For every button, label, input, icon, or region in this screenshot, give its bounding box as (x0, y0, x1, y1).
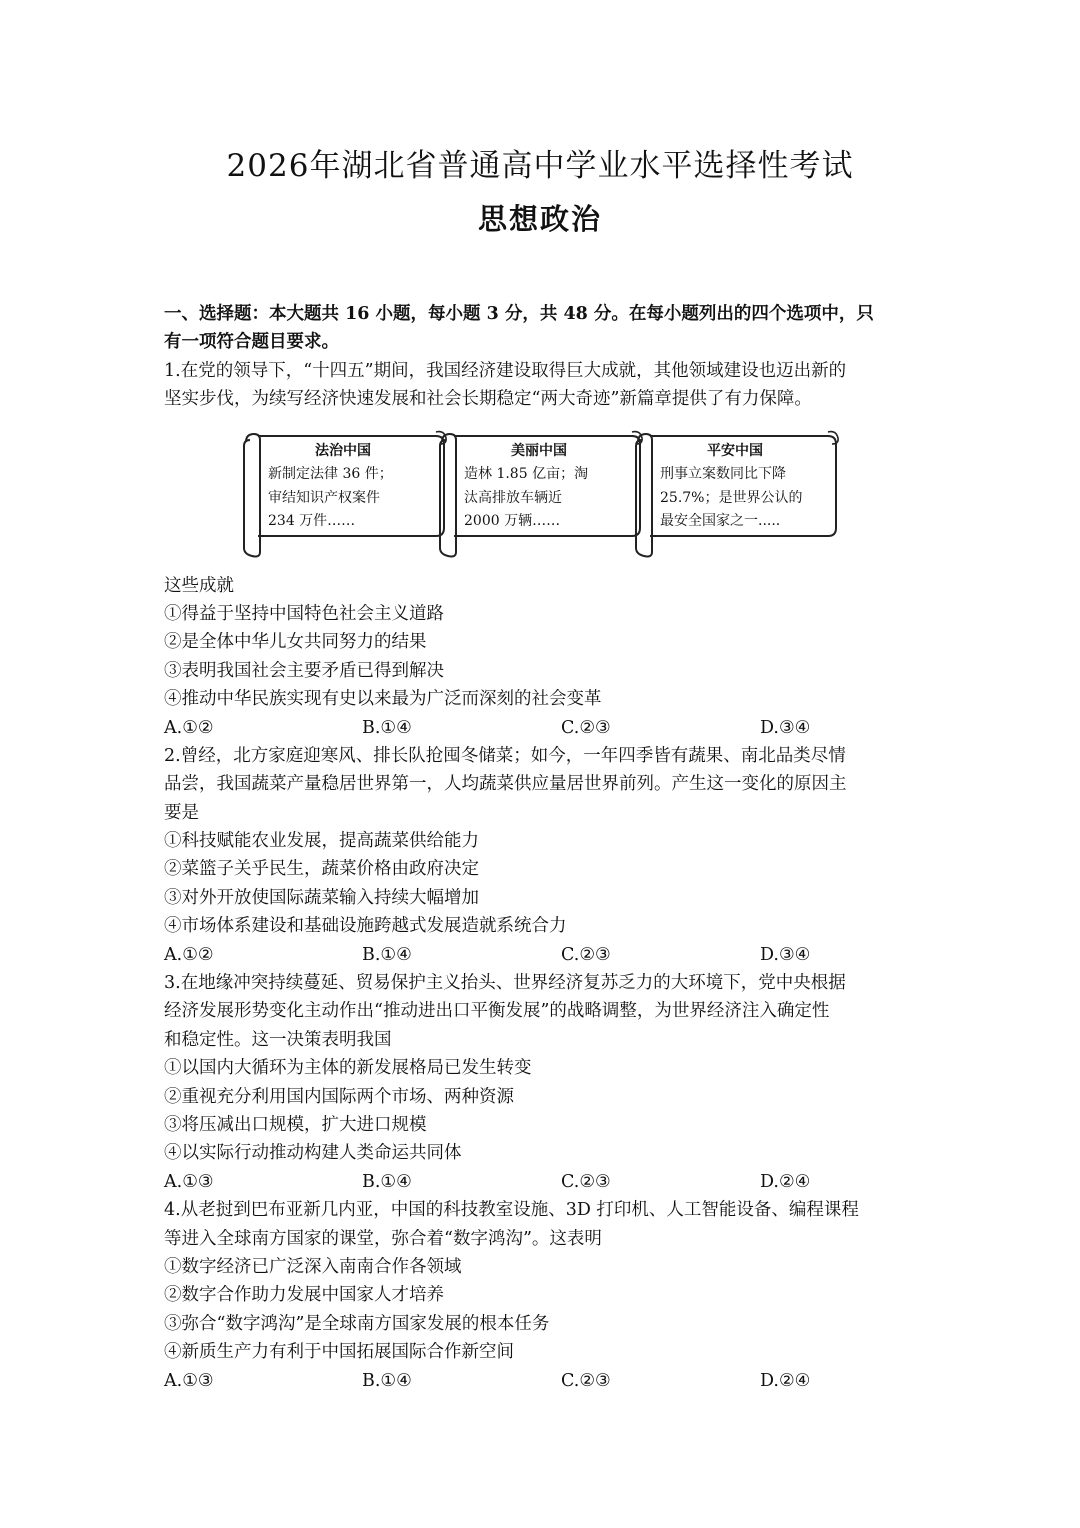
section-heading-line1: 一、选择题：本大题共 16 小题，每小题 3 分，共 48 分。在每小题列出的四个选项中，只 (164, 304, 874, 324)
q2-options (164, 941, 920, 969)
q3-item: ③将压减出口规模，扩大进口规模 (164, 1114, 427, 1135)
q3-item: ①以国内大循环为主体的新发展格局已发生转变 (164, 1058, 532, 1079)
scroll-text (660, 440, 810, 534)
scroll-line: 234 万件…… (268, 513, 356, 530)
exam-title: 2026年湖北省普通高中学业水平选择性考试 (226, 148, 854, 184)
scroll-title: 平安中国 (707, 442, 763, 459)
q1-item: ①得益于坚持中国特色社会主义道路 (164, 603, 444, 624)
scroll-line: 新制定法律 36 件； (268, 466, 393, 483)
scroll-line: 刑事立案数同比下降 (660, 466, 786, 483)
q2-item: ①科技赋能农业发展，提高蔬菜供给能力 (164, 831, 479, 852)
scroll-text (464, 440, 614, 534)
question-2 (164, 742, 920, 969)
q1-item: ③表明我国社会主要矛盾已得到解决 (164, 660, 444, 681)
q4-stem-line1: 4.从老挝到巴布亚新几内亚，中国的科技教室设施、3D 打印机、人工智能设备、编程课程 (164, 1200, 859, 1221)
q3-stem-line2: 经济发展形势变化主动作出“推动进出口平衡发展”的战略调整，为世界经济注入确定性 (164, 1001, 830, 1022)
question-4 (164, 1196, 920, 1395)
option-d[interactable]: D.③④ (760, 717, 811, 738)
q4-item: ①数字经济已广泛深入南南合作各领域 (164, 1256, 462, 1277)
scroll-safe-china (632, 428, 840, 554)
scroll-line: 最安全国家之一..... (660, 513, 781, 530)
q4-item: ②数字合作助力发展中国家人才培养 (164, 1285, 444, 1306)
option-c[interactable]: C.②③ (561, 944, 611, 965)
option-a[interactable]: A.①③ (164, 1370, 214, 1391)
q1-stem-line1: 1.在党的领导下，“十四五”期间，我国经济建设取得巨大成就，其他领域建设也迈出新的 (164, 360, 847, 381)
option-d[interactable]: D.②④ (760, 1171, 811, 1192)
q1-scroll-figure (164, 428, 920, 562)
q4-item: ④新质生产力有利于中国拓展国际合作新空间 (164, 1342, 514, 1363)
q2-item: ③对外开放使国际蔬菜输入持续大幅增加 (164, 887, 479, 908)
q4-stem-line2: 等进入全球南方国家的课堂，弥合着“数字鸿沟”。这表明 (164, 1228, 602, 1249)
section-heading-line2: 有一项符合题目要求。 (164, 332, 339, 353)
q2-stem-line1: 2.曾经，北方家庭迎寒风、排长队抢囤冬储菜；如今，一年四季皆有蔬果、南北品类尽情 (164, 745, 846, 766)
q1-item: ②是全体中华儿女共同努力的结果 (164, 632, 427, 653)
option-a[interactable]: A.①② (164, 717, 214, 738)
q2-item: ②菜篮子关乎民生，蔬菜价格由政府决定 (164, 859, 479, 880)
scroll-line: 汰高排放车辆近 (464, 489, 562, 506)
option-a[interactable]: A.①② (164, 944, 214, 965)
scroll-line: 造林 1.85 亿亩；淘 (464, 466, 589, 483)
scroll-line: 2000 万辆…… (464, 513, 561, 530)
option-b[interactable]: B.①④ (362, 944, 412, 965)
option-d[interactable]: D.②④ (760, 1370, 811, 1391)
q2-stem-line3: 要是 (164, 802, 199, 823)
option-b[interactable]: B.①④ (362, 717, 412, 738)
q4-item: ③弥合“数字鸿沟”是全球南方国家发展的根本任务 (164, 1313, 550, 1334)
subject-title: 思想政治 (477, 202, 602, 236)
q3-item: ④以实际行动推动构建人类命运共同体 (164, 1143, 462, 1164)
option-b[interactable]: B.①④ (362, 1171, 412, 1192)
q1-options (164, 714, 920, 742)
question-3 (164, 969, 920, 1196)
scroll-title: 美丽中国 (511, 442, 567, 459)
option-c[interactable]: C.②③ (561, 1171, 611, 1192)
option-b[interactable]: B.①④ (362, 1370, 412, 1391)
scroll-title: 法治中国 (315, 442, 371, 459)
q1-item: ④推动中华民族实现有史以来最为广泛而深刻的社会变革 (164, 689, 602, 710)
q1-lead: 这些成就 (164, 575, 234, 596)
option-a[interactable]: A.①③ (164, 1171, 214, 1192)
scroll-line: 25.7%；是世界公认的 (660, 489, 803, 506)
q2-item: ④市场体系建设和基础设施跨越式发展造就系统合力 (164, 916, 567, 937)
q3-stem-line1: 3.在地缘冲突持续蔓延、贸易保护主义抬头、世界经济复苏乏力的大环境下，党中央根据 (164, 973, 846, 994)
option-c[interactable]: C.②③ (561, 717, 611, 738)
q3-item: ②重视充分利用国内国际两个市场、两种资源 (164, 1086, 514, 1107)
q1-stem-line2: 坚实步伐，为续写经济快速发展和社会长期稳定“两大奇迹”新篇章提供了有力保障。 (164, 389, 812, 410)
q3-stem-line3: 和稳定性。这一决策表明我国 (164, 1029, 392, 1050)
option-c[interactable]: C.②③ (561, 1370, 611, 1391)
scroll-line: 审结知识产权案件 (268, 489, 380, 506)
question-1 (164, 357, 920, 742)
option-d[interactable]: D.③④ (760, 944, 811, 965)
q4-options (164, 1367, 920, 1395)
scroll-rule-of-law (240, 428, 448, 554)
q2-stem-line2: 品尝，我国蔬菜产量稳居世界第一，人均蔬菜供应量居世界前列。产生这一变化的原因主 (164, 774, 847, 795)
scroll-text (268, 440, 418, 534)
exam-content (164, 300, 920, 1395)
q3-options (164, 1168, 920, 1196)
scroll-beautiful-china (436, 428, 644, 554)
